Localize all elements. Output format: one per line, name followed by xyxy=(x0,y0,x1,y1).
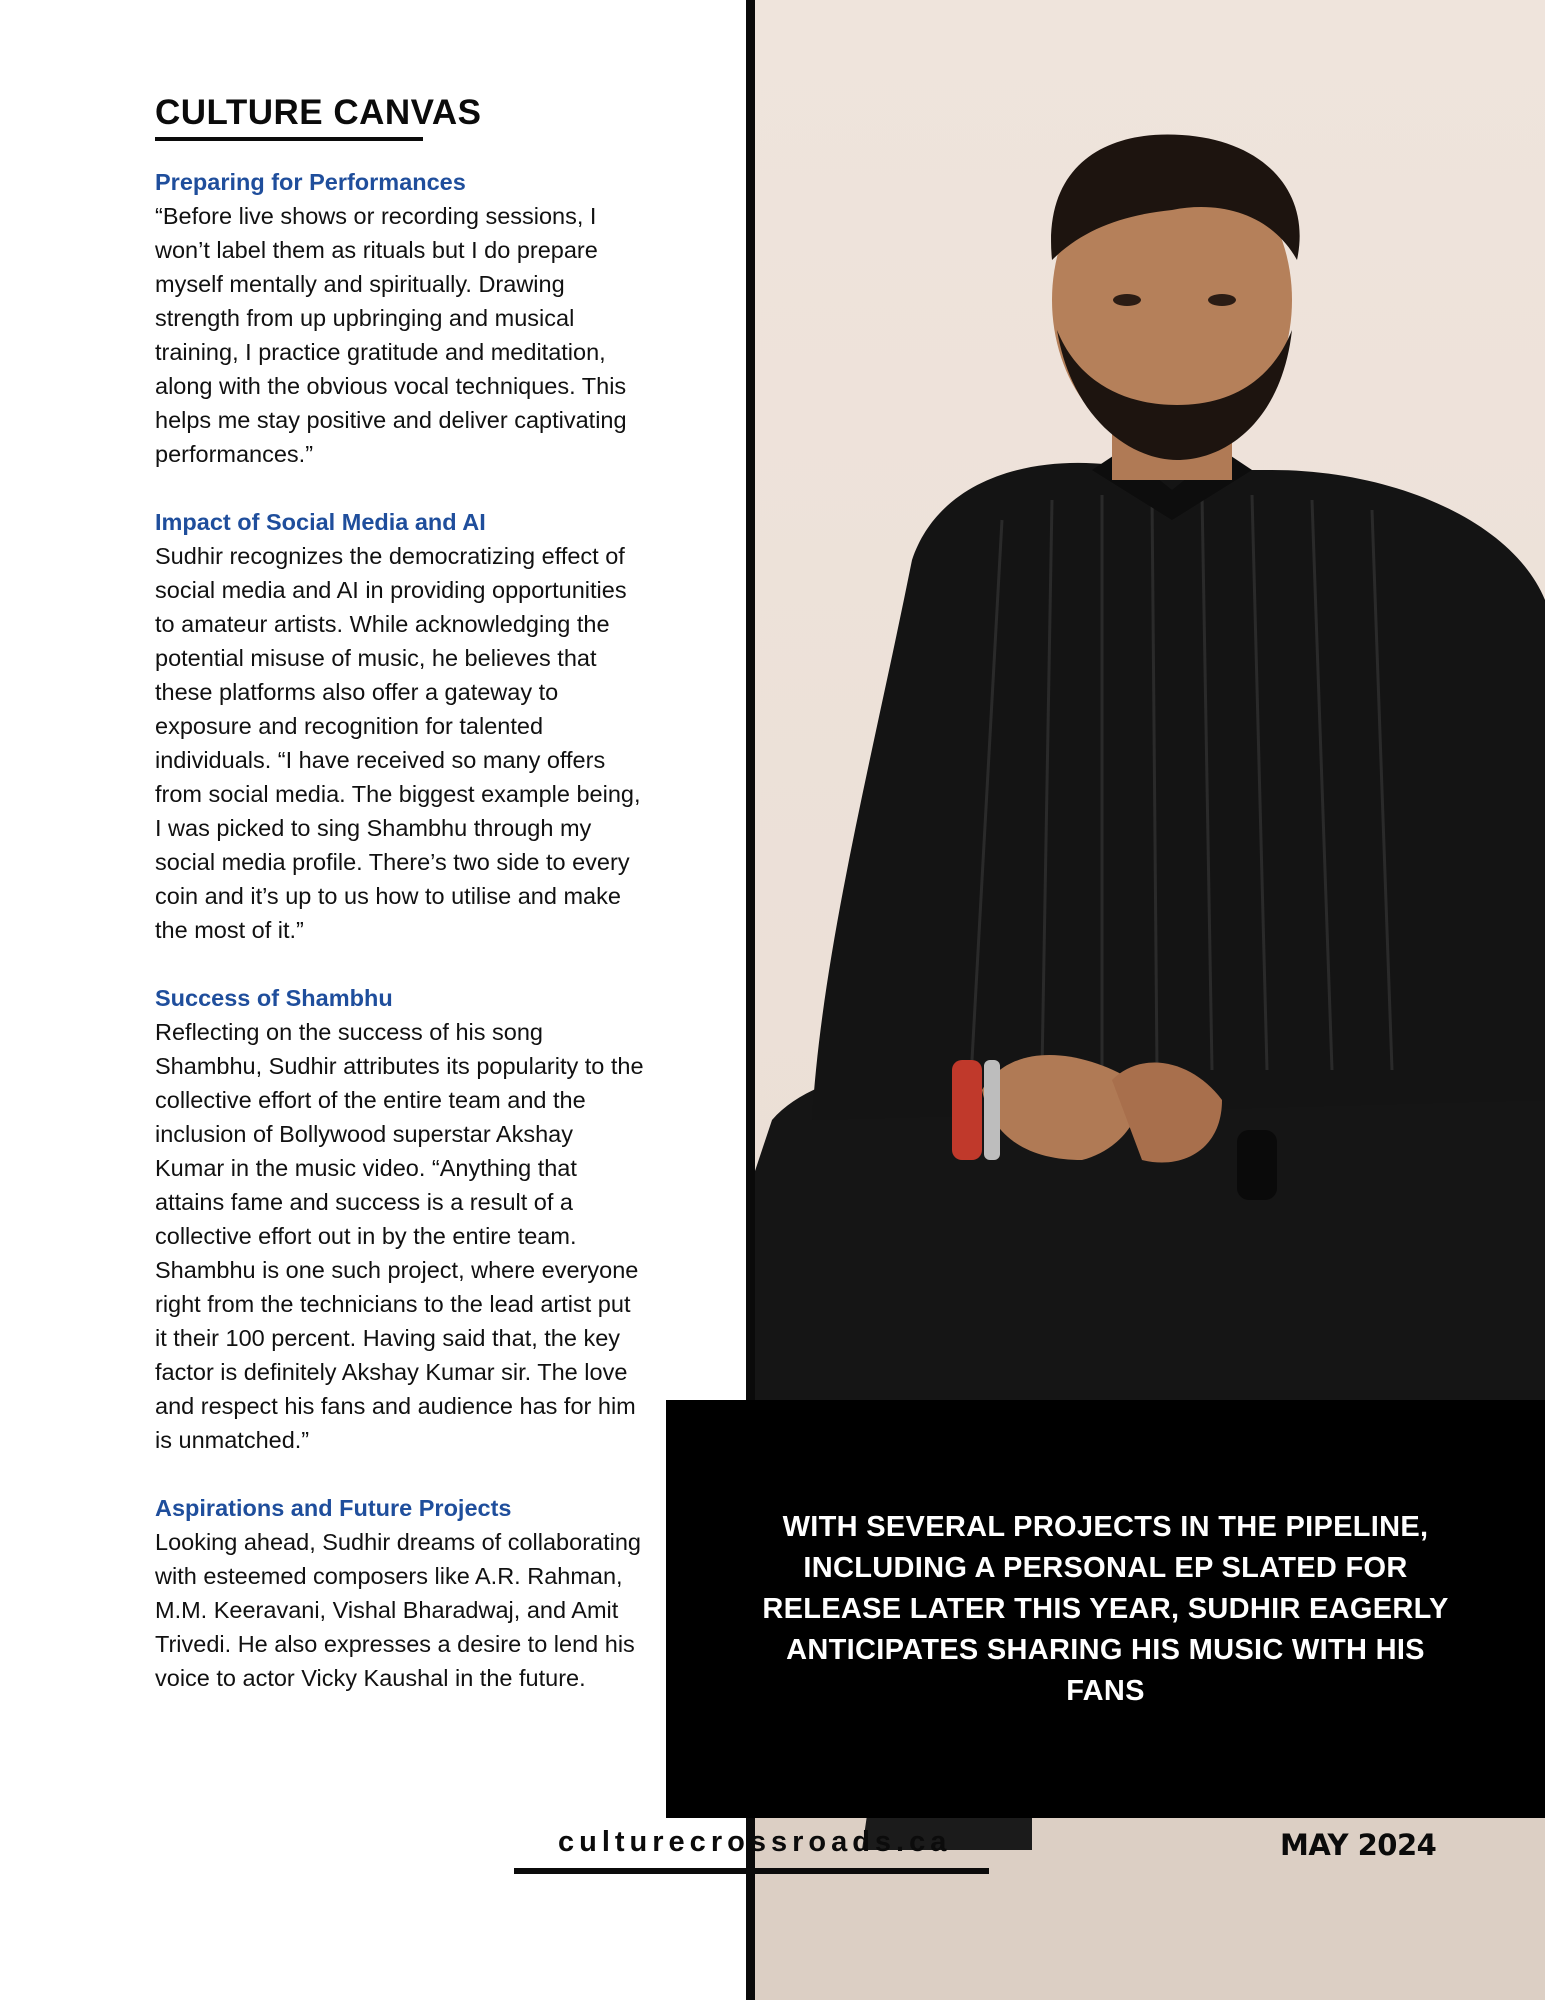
title-underline xyxy=(155,137,423,141)
section-preparing xyxy=(155,165,645,471)
section-heading: Impact of Social Media and AI xyxy=(155,509,486,535)
issue-date: MAY 2024 xyxy=(1280,1828,1437,1862)
section-paragraph: “Before live shows or recording sessions, I won’t label them as rituals but I do prepare myself mentally and spiritually. Drawing strength from up upbringing and musical training, I practice gratitude and meditation, along with the obvious vocal techniques. This helps me stay positive and deliver captivating performances.” xyxy=(155,203,627,467)
section-paragraph: Looking ahead, Sudhir dreams of collaborating with esteemed composers like A.R. Rahman, M.M. Keeravani, Vishal Bharadwaj, and Amit Trivedi. He also expresses a desire to lend his voice to actor Vicky Kaushal in the future. xyxy=(155,1529,641,1691)
section-shambhu xyxy=(155,981,645,1457)
section-heading: Preparing for Performances xyxy=(155,169,466,195)
section-heading: Aspirations and Future Projects xyxy=(155,1495,512,1521)
section-title: CULTURE CANVAS xyxy=(155,93,482,132)
website-link[interactable]: culturecrossroads.ca xyxy=(558,1826,952,1858)
section-aspirations xyxy=(155,1491,645,1695)
section-paragraph: Reflecting on the success of his song Shambhu, Sudhir attributes its popularity to the collective effort of the entire team and the inclusion of Bollywood superstar Akshay Kumar in the music video. “Anything that attains fame and success is a result of a collective effort out in by the entire team. Shambhu is one such project, where everyone right from the technicians to the lead artist put it their 100 percent. Having said that, the key factor is definitely Akshay Kumar sir. The love and respect his fans and audience has for him is unmatched.” xyxy=(155,1019,644,1453)
section-heading: Success of Shambhu xyxy=(155,985,393,1011)
pull-quote-text: WITH SEVERAL PROJECTS IN THE PIPELINE, INCLUDING A PERSONAL EP SLATED FOR RELEASE LATER THIS YEAR, SUDHIR EAGERLY ANTICIPATES SHARING HIS MUSIC WITH HIS FANS xyxy=(762,1510,1449,1707)
section-paragraph: Sudhir recognizes the democratizing effect of social media and AI in providing opportunities to amateur artists. While acknowledging the potential misuse of music, he believes that these platforms also offer a gateway to exposure and recognition for talented individuals. “I have received so many offers from social media. The biggest example being, I was picked to sing Shambhu through my social media profile. There’s two side to every coin and it’s up to us how to utilise and make the most of it.” xyxy=(155,543,641,943)
article-body xyxy=(155,165,645,1729)
section-social-media xyxy=(155,505,645,947)
footer-rule xyxy=(514,1868,989,1874)
pull-quote-box xyxy=(666,1400,1545,1818)
